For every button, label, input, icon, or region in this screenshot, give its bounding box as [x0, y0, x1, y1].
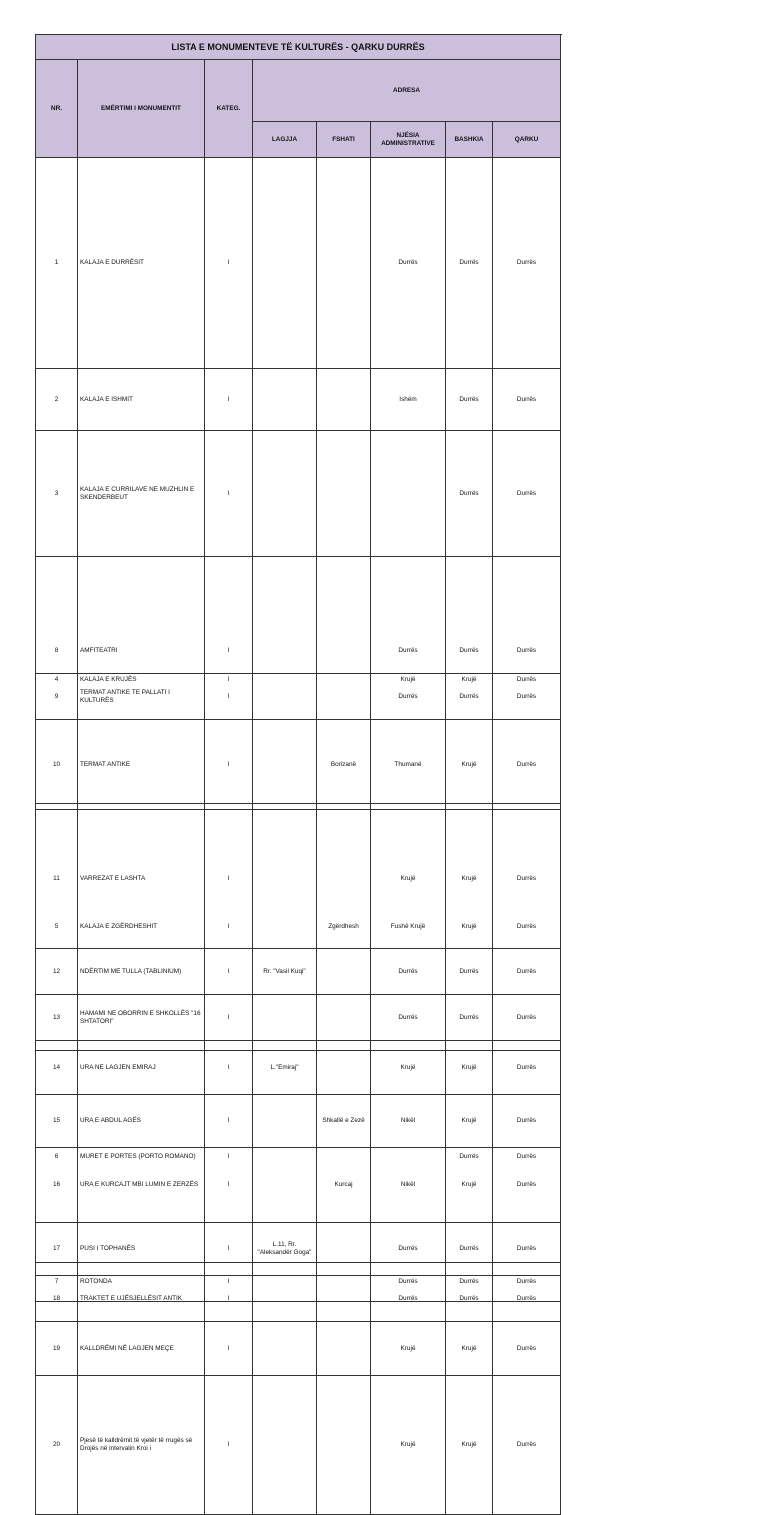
cell-njesia: Krujë: [371, 1041, 446, 1094]
table-row: [36, 674, 561, 720]
cell-njesia: Durrës: [371, 674, 446, 720]
header-bashkia: BASHKIA: [446, 122, 493, 158]
cell-nr: 13: [36, 995, 78, 1041]
table-row: [36, 1094, 561, 1147]
cell-njesia: Durrës: [371, 1262, 446, 1301]
cell-bashkia: Krujë: [446, 804, 493, 1051]
cell-njesia: Durrës: [371, 628, 446, 674]
cell-lagjja: [253, 1322, 317, 1375]
cell-qarku: Durrës: [493, 1322, 561, 1375]
header-nr: NR.: [36, 60, 78, 158]
cell-qarku: Durrës: [493, 804, 561, 1051]
cell-nr: 10: [36, 720, 78, 809]
cell-njesia: Durrës: [371, 949, 446, 995]
cell-name: AMFITEATRI: [78, 628, 205, 674]
header-adresa: ADRESA: [253, 60, 561, 122]
cell-fshati: [317, 1041, 371, 1094]
cell-fshati: Kurcaj: [317, 1147, 371, 1222]
cell-kateg: I: [205, 1051, 253, 1262]
cell-nr: 19: [36, 1322, 78, 1375]
table-row: [36, 720, 561, 809]
cell-lagjja: [253, 674, 317, 720]
cell-kateg: I: [205, 1147, 253, 1222]
table-title: LISTA E MONUMENTEVE TË KULTURËS - QARKU DURRËS: [36, 35, 561, 60]
cell-qarku: Durrës: [493, 1051, 561, 1262]
cell-name: TERMAT ANTIKE TE PALLATI I KULTURËS: [78, 674, 205, 720]
cell-qarku: Durrës: [493, 369, 561, 431]
cell-qarku: Durrës: [493, 158, 561, 369]
cell-qarku: Durrës: [493, 949, 561, 995]
table-row: [36, 1222, 561, 1275]
cell-name: KALAJA E ISHMIT: [78, 369, 205, 431]
cell-qarku: Durrës: [493, 1262, 561, 1301]
cell-nr: 20: [36, 1375, 78, 1515]
cell-nr: 2: [36, 369, 78, 431]
cell-kateg: I: [205, 1276, 253, 1322]
cell-lagjja: [253, 628, 317, 674]
cell-qarku: Durrës: [493, 995, 561, 1041]
cell-nr: 6: [36, 1051, 78, 1262]
cell-qarku: Durrës: [493, 556, 561, 803]
cell-njesia: [371, 431, 446, 556]
cell-nr: 4: [36, 556, 78, 803]
table-row: [36, 158, 561, 369]
cell-kateg: I: [205, 674, 253, 720]
cell-nr: 17: [36, 1222, 78, 1275]
table-row: [36, 995, 561, 1041]
cell-name: URA NE LAGJEN EMIRAJ: [78, 1041, 205, 1094]
cell-name: Pjesë të kalldrëmit të vjetër të rrugës së Drojës në intervalin Kroi i: [78, 1375, 205, 1515]
cell-kateg: I: [205, 1262, 253, 1301]
cell-bashkia: Krujë: [446, 1041, 493, 1094]
monuments-table-continued: [35, 628, 561, 1515]
cell-name: URA E KURCAJT MBI LUMIN E ZERZËS: [78, 1147, 205, 1222]
cell-kateg: I: [205, 628, 253, 674]
cell-kateg: I: [205, 720, 253, 809]
header-kateg: KATEG.: [205, 60, 253, 158]
cell-bashkia: Durrës: [446, 1051, 493, 1262]
cell-njesia: Krujë: [371, 1375, 446, 1515]
cell-lagjja: [253, 995, 317, 1041]
cell-nr: 15: [36, 1094, 78, 1147]
cell-nr: 14: [36, 1041, 78, 1094]
cell-lagjja: [253, 809, 317, 949]
cell-lagjja: L.11, Rr. "Aleksandër Goga": [253, 1222, 317, 1275]
cell-fshati: [317, 949, 371, 995]
cell-bashkia: Durrës: [446, 1262, 493, 1301]
cell-nr: 8: [36, 628, 78, 674]
cell-bashkia: Durrës: [446, 949, 493, 995]
cell-bashkia: Durrës: [446, 369, 493, 431]
cell-lagjja: [253, 1375, 317, 1515]
cell-qarku: Durrës: [493, 1041, 561, 1094]
cell-fshati: Zgërdhesh: [317, 804, 371, 1051]
cell-bashkia: Durrës: [446, 1222, 493, 1275]
cell-njesia: Durrës: [371, 1222, 446, 1275]
header-njesia: NJËSIA ADMINISTRATIVE: [371, 122, 446, 158]
cell-name: TRAKTET E UJËSJELLËSIT ANTIK: [78, 1276, 205, 1322]
cell-lagjja: [253, 1147, 317, 1222]
cell-kateg: I: [205, 556, 253, 803]
cell-lagjja: L."Emiraj": [253, 1041, 317, 1094]
header-qarku: QARKU: [493, 122, 561, 158]
cell-bashkia: Krujë: [446, 1094, 493, 1147]
cell-nr: 18: [36, 1276, 78, 1322]
table-row: [36, 1276, 561, 1322]
cell-bashkia: Krujë: [446, 720, 493, 809]
cell-kateg: I: [205, 1322, 253, 1375]
header-emertimi: EMËRTIMI I MONUMENTIT: [78, 60, 205, 158]
cell-nr: 1: [36, 158, 78, 369]
cell-qarku: Durrës: [493, 1375, 561, 1515]
cell-bashkia: Durrës: [446, 674, 493, 720]
cell-fshati: [317, 995, 371, 1041]
cell-bashkia: Krujë: [446, 1322, 493, 1375]
cell-bashkia: Durrës: [446, 158, 493, 369]
cell-njesia: Durrës: [371, 158, 446, 369]
cell-fshati: [317, 431, 371, 556]
cell-fshati: Borizanë: [317, 720, 371, 809]
table-row: [36, 369, 561, 431]
cell-lagjja: Rr. "Vasil Kuqi": [253, 949, 317, 995]
cell-name: KALAJA E DURRËSIT: [78, 158, 205, 369]
cell-name: ROTONDA: [78, 1262, 205, 1301]
header-lagjja: LAGJJA: [253, 122, 317, 158]
cell-qarku: Durrës: [493, 674, 561, 720]
cell-njesia: Thumanë: [371, 720, 446, 809]
cell-name: URA E ABDUL AGËS: [78, 1094, 205, 1147]
cell-name: KALAJA E ZGËRDHESHIT: [78, 804, 205, 1051]
cell-nr: 5: [36, 804, 78, 1051]
cell-njesia: Ishëm: [371, 369, 446, 431]
cell-lagjja: [253, 1276, 317, 1322]
cell-nr: 9: [36, 674, 78, 720]
cell-qarku: Durrës: [493, 628, 561, 674]
cell-name: MURET E PORTES (PORTO ROMANO): [78, 1051, 205, 1262]
table-row: [36, 1322, 561, 1375]
cell-lagjja: [253, 158, 317, 369]
table-row: [36, 431, 561, 556]
cell-lagjja: [253, 369, 317, 431]
cell-nr: 7: [36, 1262, 78, 1301]
cell-fshati: [317, 1276, 371, 1322]
cell-qarku: Durrës: [493, 1222, 561, 1275]
cell-njesia: Krujë: [371, 1322, 446, 1375]
cell-njesia: Fushë Krujë: [371, 804, 446, 1051]
table-row: [36, 1041, 561, 1094]
cell-qarku: Durrës: [493, 431, 561, 556]
cell-nr: 11: [36, 809, 78, 949]
cell-bashkia: Durrës: [446, 1276, 493, 1322]
cell-kateg: I: [205, 431, 253, 556]
cell-njesia: Krujë: [371, 556, 446, 803]
table-body-page2: [36, 628, 561, 1515]
header-fshati: FSHATI: [317, 122, 371, 158]
cell-bashkia: Durrës: [446, 995, 493, 1041]
cell-qarku: Durrës: [493, 809, 561, 949]
cell-kateg: I: [205, 158, 253, 369]
cell-kateg: I: [205, 804, 253, 1051]
cell-fshati: [317, 809, 371, 949]
cell-kateg: I: [205, 1041, 253, 1094]
cell-qarku: Durrës: [493, 1094, 561, 1147]
cell-lagjja: [253, 431, 317, 556]
table-row: [36, 628, 561, 674]
cell-kateg: I: [205, 809, 253, 949]
cell-kateg: I: [205, 949, 253, 995]
cell-name: PUSI I TOPHANËS: [78, 1222, 205, 1275]
cell-fshati: [317, 628, 371, 674]
cell-njesia: Durrës: [371, 995, 446, 1041]
cell-name: KALAJA E CURRILAVE NE MUZHLIN E SKENDERBEUT: [78, 431, 205, 556]
cell-fshati: [317, 1222, 371, 1275]
cell-name: KALLDRËMI NË LAGJEN MEÇE: [78, 1322, 205, 1375]
cell-lagjja: [253, 720, 317, 809]
cell-kateg: I: [205, 1094, 253, 1147]
cell-bashkia: Krujë: [446, 809, 493, 949]
cell-qarku: Durrës: [493, 720, 561, 809]
cell-fshati: [317, 369, 371, 431]
cell-fshati: [317, 1375, 371, 1515]
cell-kateg: I: [205, 369, 253, 431]
cell-bashkia: Krujë: [446, 1375, 493, 1515]
cell-name: VARREZAT E LASHTA: [78, 809, 205, 949]
cell-fshati: [317, 674, 371, 720]
cell-njesia: Krujë: [371, 809, 446, 949]
cell-fshati: Shkallë e Zezë: [317, 1094, 371, 1147]
cell-qarku: Durrës: [493, 1147, 561, 1222]
cell-njesia: Durrës: [371, 1276, 446, 1322]
table-row: [36, 949, 561, 995]
cell-fshati: [317, 1322, 371, 1375]
cell-kateg: I: [205, 1222, 253, 1275]
cell-bashkia: Krujë: [446, 556, 493, 803]
cell-njesia: Nikël: [371, 1147, 446, 1222]
table-row: [36, 809, 561, 949]
cell-njesia: Nikël: [371, 1094, 446, 1147]
cell-name: KALAJA E KRUJËS: [78, 556, 205, 803]
cell-nr: 16: [36, 1147, 78, 1222]
cell-kateg: I: [205, 995, 253, 1041]
cell-bashkia: Krujë: [446, 1147, 493, 1222]
cell-name: TERMAT ANTIKE: [78, 720, 205, 809]
cell-nr: 12: [36, 949, 78, 995]
cell-lagjja: [253, 1094, 317, 1147]
cell-name: HAMAMI NE OBORRIN E SHKOLLËS "16 SHTATORI": [78, 995, 205, 1041]
cell-name: NDËRTIM ME TULLA (TABLINIUM): [78, 949, 205, 995]
cell-kateg: I: [205, 1375, 253, 1515]
cell-nr: 3: [36, 431, 78, 556]
cell-fshati: [317, 158, 371, 369]
cell-bashkia: Durrës: [446, 431, 493, 556]
table-row: [36, 1147, 561, 1222]
cell-bashkia: Durrës: [446, 628, 493, 674]
table-row: [36, 1375, 561, 1515]
cell-qarku: Durrës: [493, 1276, 561, 1322]
